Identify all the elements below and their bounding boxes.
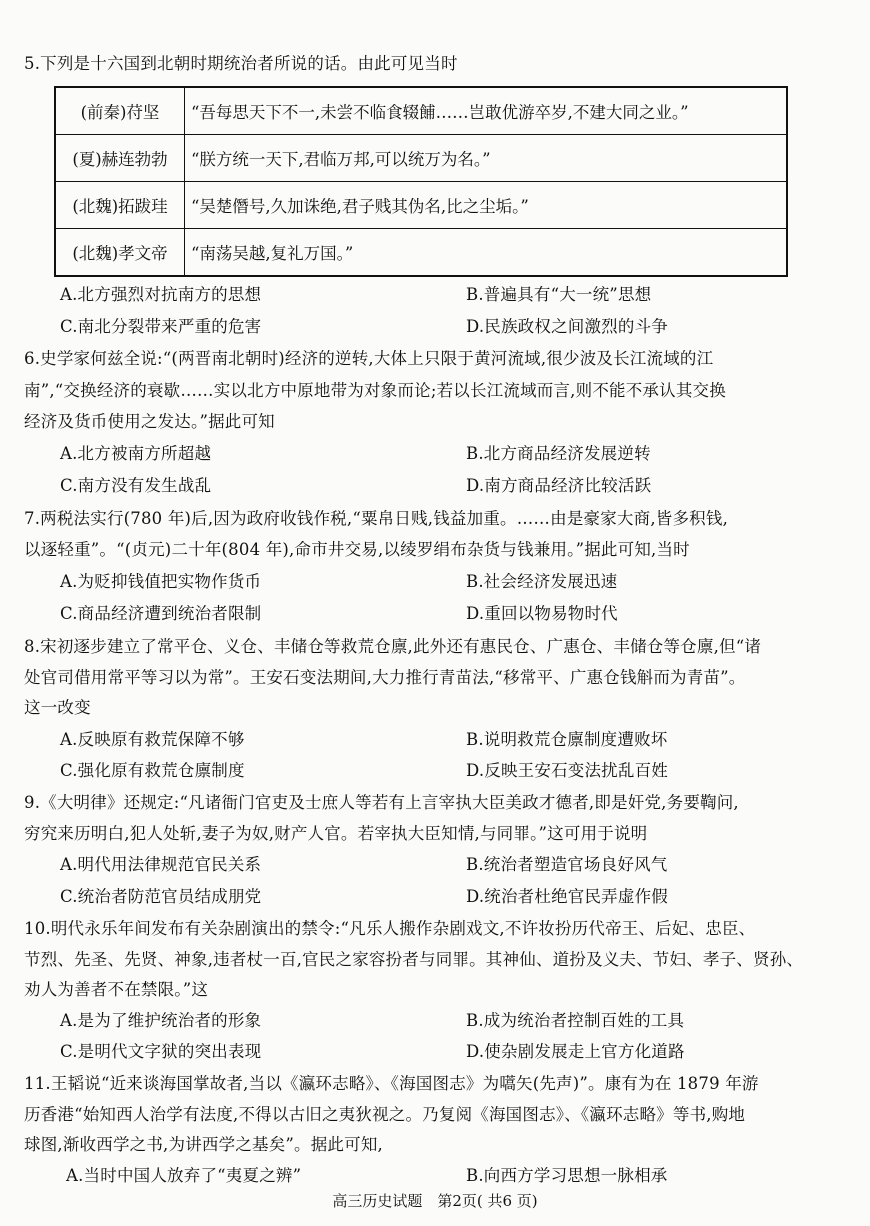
table-row xyxy=(55,229,787,277)
q5-stem: 5.下列是十六国到北朝时期统治者所说的话。由此可见当时 xyxy=(24,54,458,73)
ruler-cell: (前秦)苻坚 xyxy=(55,87,185,135)
quote-cell: “南荡吴越,复礼万国。” xyxy=(185,229,788,277)
ruler-cell: (北魏)拓跋珪 xyxy=(55,182,185,229)
q9-option-d: D.统治者杜绝官民弄虚作假 xyxy=(466,887,668,906)
quote-cell: “吾每思天下不一,未尝不临食辍餔……岂敢优游卒岁,不建大同之业。” xyxy=(185,87,788,135)
q9-line-2: 穷究来历明白,犯人处斩,妻子为奴,财产人官。若宰执大臣知情,与同罪。”这可用于说明 xyxy=(24,824,648,843)
table-row xyxy=(55,87,787,135)
page-footer: 高三历史试题 第2页( 共6 页) xyxy=(332,1192,538,1210)
q8-line-1: 8.宋初逐步建立了常平仓、义仓、丰储仓等救荒仓廪,此外还有惠民仓、广惠仓、丰储仓等仓廪,但“诸 xyxy=(24,637,762,656)
q6-line-3: 经济及货币使用之发达。”据此可知 xyxy=(24,412,275,431)
q5-option-a: A.北方强烈对抗南方的思想 xyxy=(60,285,262,304)
q6-option-d: D.南方商品经济比较活跃 xyxy=(466,476,652,495)
q10-option-d: D.使杂剧发展走上官方化道路 xyxy=(466,1042,685,1061)
q8-option-b: B.说明救荒仓廪制度遭败坏 xyxy=(466,730,668,749)
q10-line-1: 10.明代永乐年间发布有关杂剧演出的禁令:“凡乐人搬作杂剧戏文,不许妆扮历代帝王、后妃、忠臣、 xyxy=(24,919,756,938)
q6-option-a: A.北方被南方所超越 xyxy=(60,444,212,463)
q10-line-2: 节烈、先圣、先贤、神象,违者杖一百,官民之家容扮者与同罪。其神仙、道扮及义夫、节妇、孝子、贤孙、 xyxy=(24,950,804,969)
q5-option-b: B.普遍具有“大一统”思想 xyxy=(466,285,652,304)
q11-option-a: A.当时中国人放弃了“夷夏之辨” xyxy=(66,1166,302,1185)
q5-option-c: C.南北分裂带来严重的危害 xyxy=(60,317,262,336)
q6-option-b: B.北方商品经济发展逆转 xyxy=(466,444,651,463)
q11-line-2: 历香港“始知西人治学有法度,不得以古旧之夷狄视之。乃复阅《海国图志》、《瀛环志略》等书,购地 xyxy=(24,1105,746,1124)
q10-line-3: 劝人为善者不在禁限。”这 xyxy=(24,980,209,999)
q7-option-b: B.社会经济发展迅速 xyxy=(466,572,618,591)
q8-line-3: 这一改变 xyxy=(24,698,91,717)
q10-option-a: A.是为了维护统治者的形象 xyxy=(60,1011,262,1030)
q10-option-b: B.成为统治者控制百姓的工具 xyxy=(466,1011,685,1030)
q9-option-b: B.统治者塑造官场良好风气 xyxy=(466,855,668,874)
q11-option-b: B.向西方学习思想一脉相承 xyxy=(466,1166,668,1185)
q6-line-1: 6.史学家何兹全说:“(两晋南北朝时)经济的逆转,大体上只限于黄河流域,很少波及长江流域的江 xyxy=(24,349,714,368)
q7-line-2: 以逐轻重”。“(贞元)二十年(804 年),命市井交易,以绫罗绢布杂货与钱兼用。”据此可知,当时 xyxy=(24,540,690,559)
q7-line-1: 7.两税法实行(780 年)后,因为政府收钱作税,“粟帛日贱,钱益加重。……由是豪家大商,皆多积钱, xyxy=(24,509,729,528)
q10-option-c: C.是明代文字狱的突出表现 xyxy=(60,1042,262,1061)
q11-line-3: 球图,渐收西学之书,为讲西学之基矣”。据此可知, xyxy=(24,1135,383,1154)
q11-line-1: 11.王韬说“近来谈海国掌故者,当以《瀛环志略》、《海国图志》为嚆矢(先声)”。康有为在 1879 年游 xyxy=(24,1074,759,1093)
q8-option-a: A.反映原有救荒保障不够 xyxy=(60,730,245,749)
ruler-cell: (夏)赫连勃勃 xyxy=(55,135,185,182)
q5-option-d: D.民族政权之间激烈的斗争 xyxy=(466,317,668,336)
q9-option-c: C.统治者防范官员结成朋党 xyxy=(60,887,262,906)
table-row xyxy=(55,182,787,229)
table-row xyxy=(55,135,787,182)
q6-option-c: C.南方没有发生战乱 xyxy=(60,476,212,495)
quote-cell: “朕方统一天下,君临万邦,可以统万为名。” xyxy=(185,135,788,182)
q8-line-2: 处官司借用常平等习以为常”。王安石变法期间,大力推行青苗法,“移常平、广惠仓钱斛而为青苗”。 xyxy=(24,668,746,687)
q9-option-a: A.明代用法律规范官民关系 xyxy=(60,855,262,874)
q7-option-c: C.商品经济遭到统治者限制 xyxy=(60,604,262,623)
q7-option-a: A.为贬抑钱值把实物作货币 xyxy=(60,572,262,591)
q5-quote-table xyxy=(54,86,788,277)
ruler-cell: (北魏)孝文帝 xyxy=(55,229,185,277)
q6-line-2: 南”,“交换经济的衰歇……实以北方中原地带为对象而论;若以长江流域而言,则不能不承认其交换 xyxy=(24,381,726,400)
q8-option-d: D.反映王安石变法扰乱百姓 xyxy=(466,761,668,780)
quote-cell: “吴楚僭号,久加诛绝,君子贱其伪名,比之尘垢。” xyxy=(185,182,788,229)
q8-option-c: C.强化原有救荒仓廪制度 xyxy=(60,761,245,780)
q7-option-d: D.重回以物易物时代 xyxy=(466,604,618,623)
q9-line-1: 9.《大明律》还规定:“凡诸衙门官吏及士庶人等若有上言宰执大臣美政才德者,即是奸党,务要鞫问, xyxy=(24,793,739,812)
